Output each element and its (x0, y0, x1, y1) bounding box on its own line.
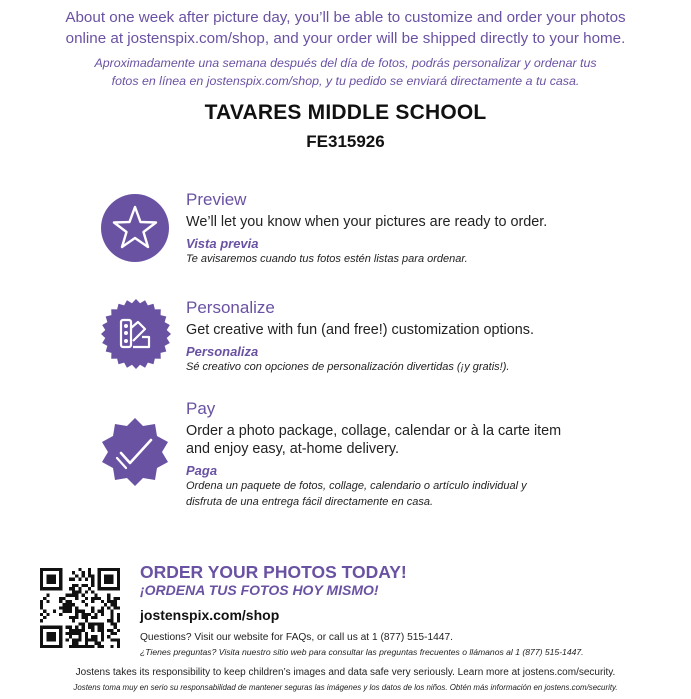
step-title: Personalize (186, 298, 275, 317)
intro-english-line-2: online at jostenspix.com/shop, and your order will be shipped directly to your home. (65, 30, 626, 47)
step-description-line: Order a photo package, collage, calendar or à la carte item (186, 423, 562, 439)
swatch-icon (100, 298, 172, 370)
intro-spanish (0, 54, 691, 90)
cta-title: ORDER YOUR PHOTOS TODAY! (140, 562, 407, 582)
step-title-spanish: Vista previa (186, 236, 259, 251)
qr-code[interactable] (40, 568, 120, 648)
step-description-spanish-line: Sé creativo con opciones de personalización divertidas (¡y gratis!). (186, 361, 510, 373)
step-description-line: We’ll let you know when your pictures are ready to order. (186, 214, 548, 230)
step-title: Preview (186, 190, 247, 209)
shop-link[interactable]: jostenspix.com/shop (140, 607, 280, 623)
intro-english-line-1: About one week after picture day, you’ll be able to customize and order your photos (65, 9, 626, 26)
step-description-spanish (186, 359, 626, 375)
step-title: Pay (186, 399, 216, 418)
step-description-spanish-line: Te avisaremos cuando tus fotos estén listas para ordenar. (186, 253, 468, 265)
step-description-spanish-line: disfruta de una entrega fácil directamente en casa. (186, 496, 434, 508)
step-description-spanish-line: Ordena un paquete de fotos, collage, calendario o artículo individual y (186, 480, 527, 492)
intro-spanish-line-1: Aproximadamente una semana después del día de fotos, podrás personalizar y ordenar tus (94, 56, 597, 70)
questions-text-spanish: ¿Tienes preguntas? Visita nuestro sitio web para consultar las preguntas frecuentes o llámanos al 1 (877) 515-1447. (140, 647, 584, 657)
security-notice: Jostens takes its responsibility to keep children’s images and data safe very seriously. Learn more at jostens.com/security. (75, 667, 616, 678)
step-description (186, 213, 626, 231)
intro-english (0, 7, 691, 49)
step-description (186, 321, 626, 339)
intro-spanish-line-2: fotos en línea en jostenspix.com/shop, y tu pedido se enviará directamente a tu casa. (111, 74, 580, 88)
security-notice-spanish: Jostens toma muy en serio su responsabilidad de mantener seguras las imágenes y los datos de los niños. Obtén más información en jostens.com/security. (73, 683, 618, 692)
step-description-line: Get creative with fun (and free!) customization options. (186, 322, 534, 338)
step-description-line: and enjoy easy, at-home delivery. (186, 441, 400, 457)
order-cta (140, 562, 680, 659)
step-description-spanish (186, 478, 626, 510)
checkmark-icon (99, 416, 171, 488)
school-name: TAVARES MIDDLE SCHOOL (204, 101, 487, 124)
step-title-spanish: Personaliza (186, 344, 259, 359)
cta-title-spanish: ¡ORDENA TUS FOTOS HOY MISMO! (140, 582, 379, 598)
step-description-spanish (186, 251, 626, 267)
step-description (186, 422, 626, 458)
questions-text: Questions? Visit our website for FAQs, or call us at 1 (877) 515-1447. (140, 632, 453, 643)
step-title-spanish: Paga (186, 463, 218, 478)
school-code: FE315926 (306, 132, 385, 151)
star-icon (100, 193, 170, 263)
